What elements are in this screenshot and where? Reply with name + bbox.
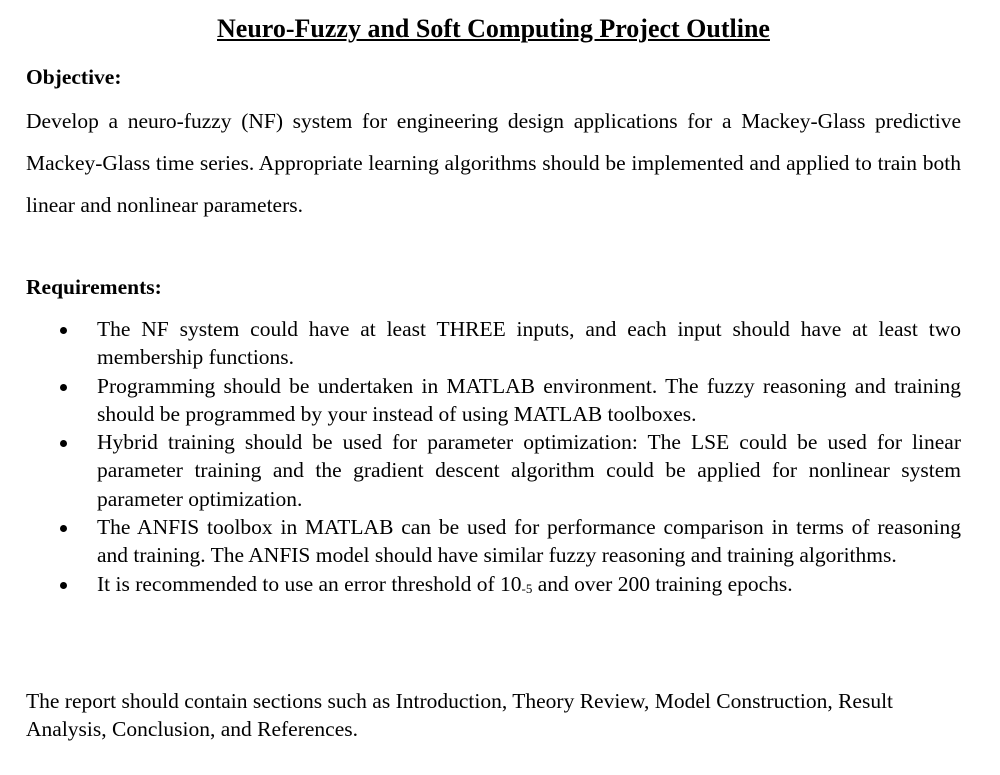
error-threshold-exponent: -5 [521,580,533,596]
bullet-icon [60,525,67,532]
requirement-item [26,570,961,603]
bullet-icon [60,327,67,334]
objective-paragraph: Develop a neuro-fuzzy (NF) system for engineering design applications for a Mackey-Glass predictive Mackey-Glass time series. Appropriate learning algorithms should be implemented and applied to train both linear and nonlinear parameters. [26,109,961,217]
requirement-item [26,315,961,372]
requirement-text: Programming should be undertaken in MATLAB environment. The fuzzy reasoning and training should be programmed by your instead of using MATLAB toolboxes. [97,373,961,426]
requirement-text: The ANFIS toolbox in MATLAB can be used for performance comparison in terms of reasoning and training. The ANFIS model should have similar fuzzy reasoning and training algorithms. [97,515,961,568]
bullet-icon [60,384,67,391]
requirements-list [26,315,961,603]
requirement-item [26,428,961,513]
requirement-text: The NF system could have at least THREE inputs, and each input should have at least two membership functions. [97,317,961,370]
requirement-text: Hybrid training should be used for parameter optimization: The LSE could be used for linear parameter training and the gradient descent algorithm could be applied for nonlinear system parameter optimization. [97,430,961,511]
bullet-icon [60,582,67,589]
requirement-item [26,513,961,570]
objective-heading: Objective: [26,65,122,89]
requirement-text-after: and over 200 training epochs. [532,571,793,596]
bullet-icon [60,440,67,447]
requirement-item [26,372,961,429]
requirement-text-before: It is recommended to use an error threshold of 10 [97,571,522,596]
report-paragraph: The report should contain sections such as Introduction, Theory Review, Model Construction, Result Analysis, Conclusion, and References. [26,689,894,741]
requirements-heading: Requirements: [26,275,162,299]
document-title: Neuro-Fuzzy and Soft Computing Project Outline [217,14,770,43]
